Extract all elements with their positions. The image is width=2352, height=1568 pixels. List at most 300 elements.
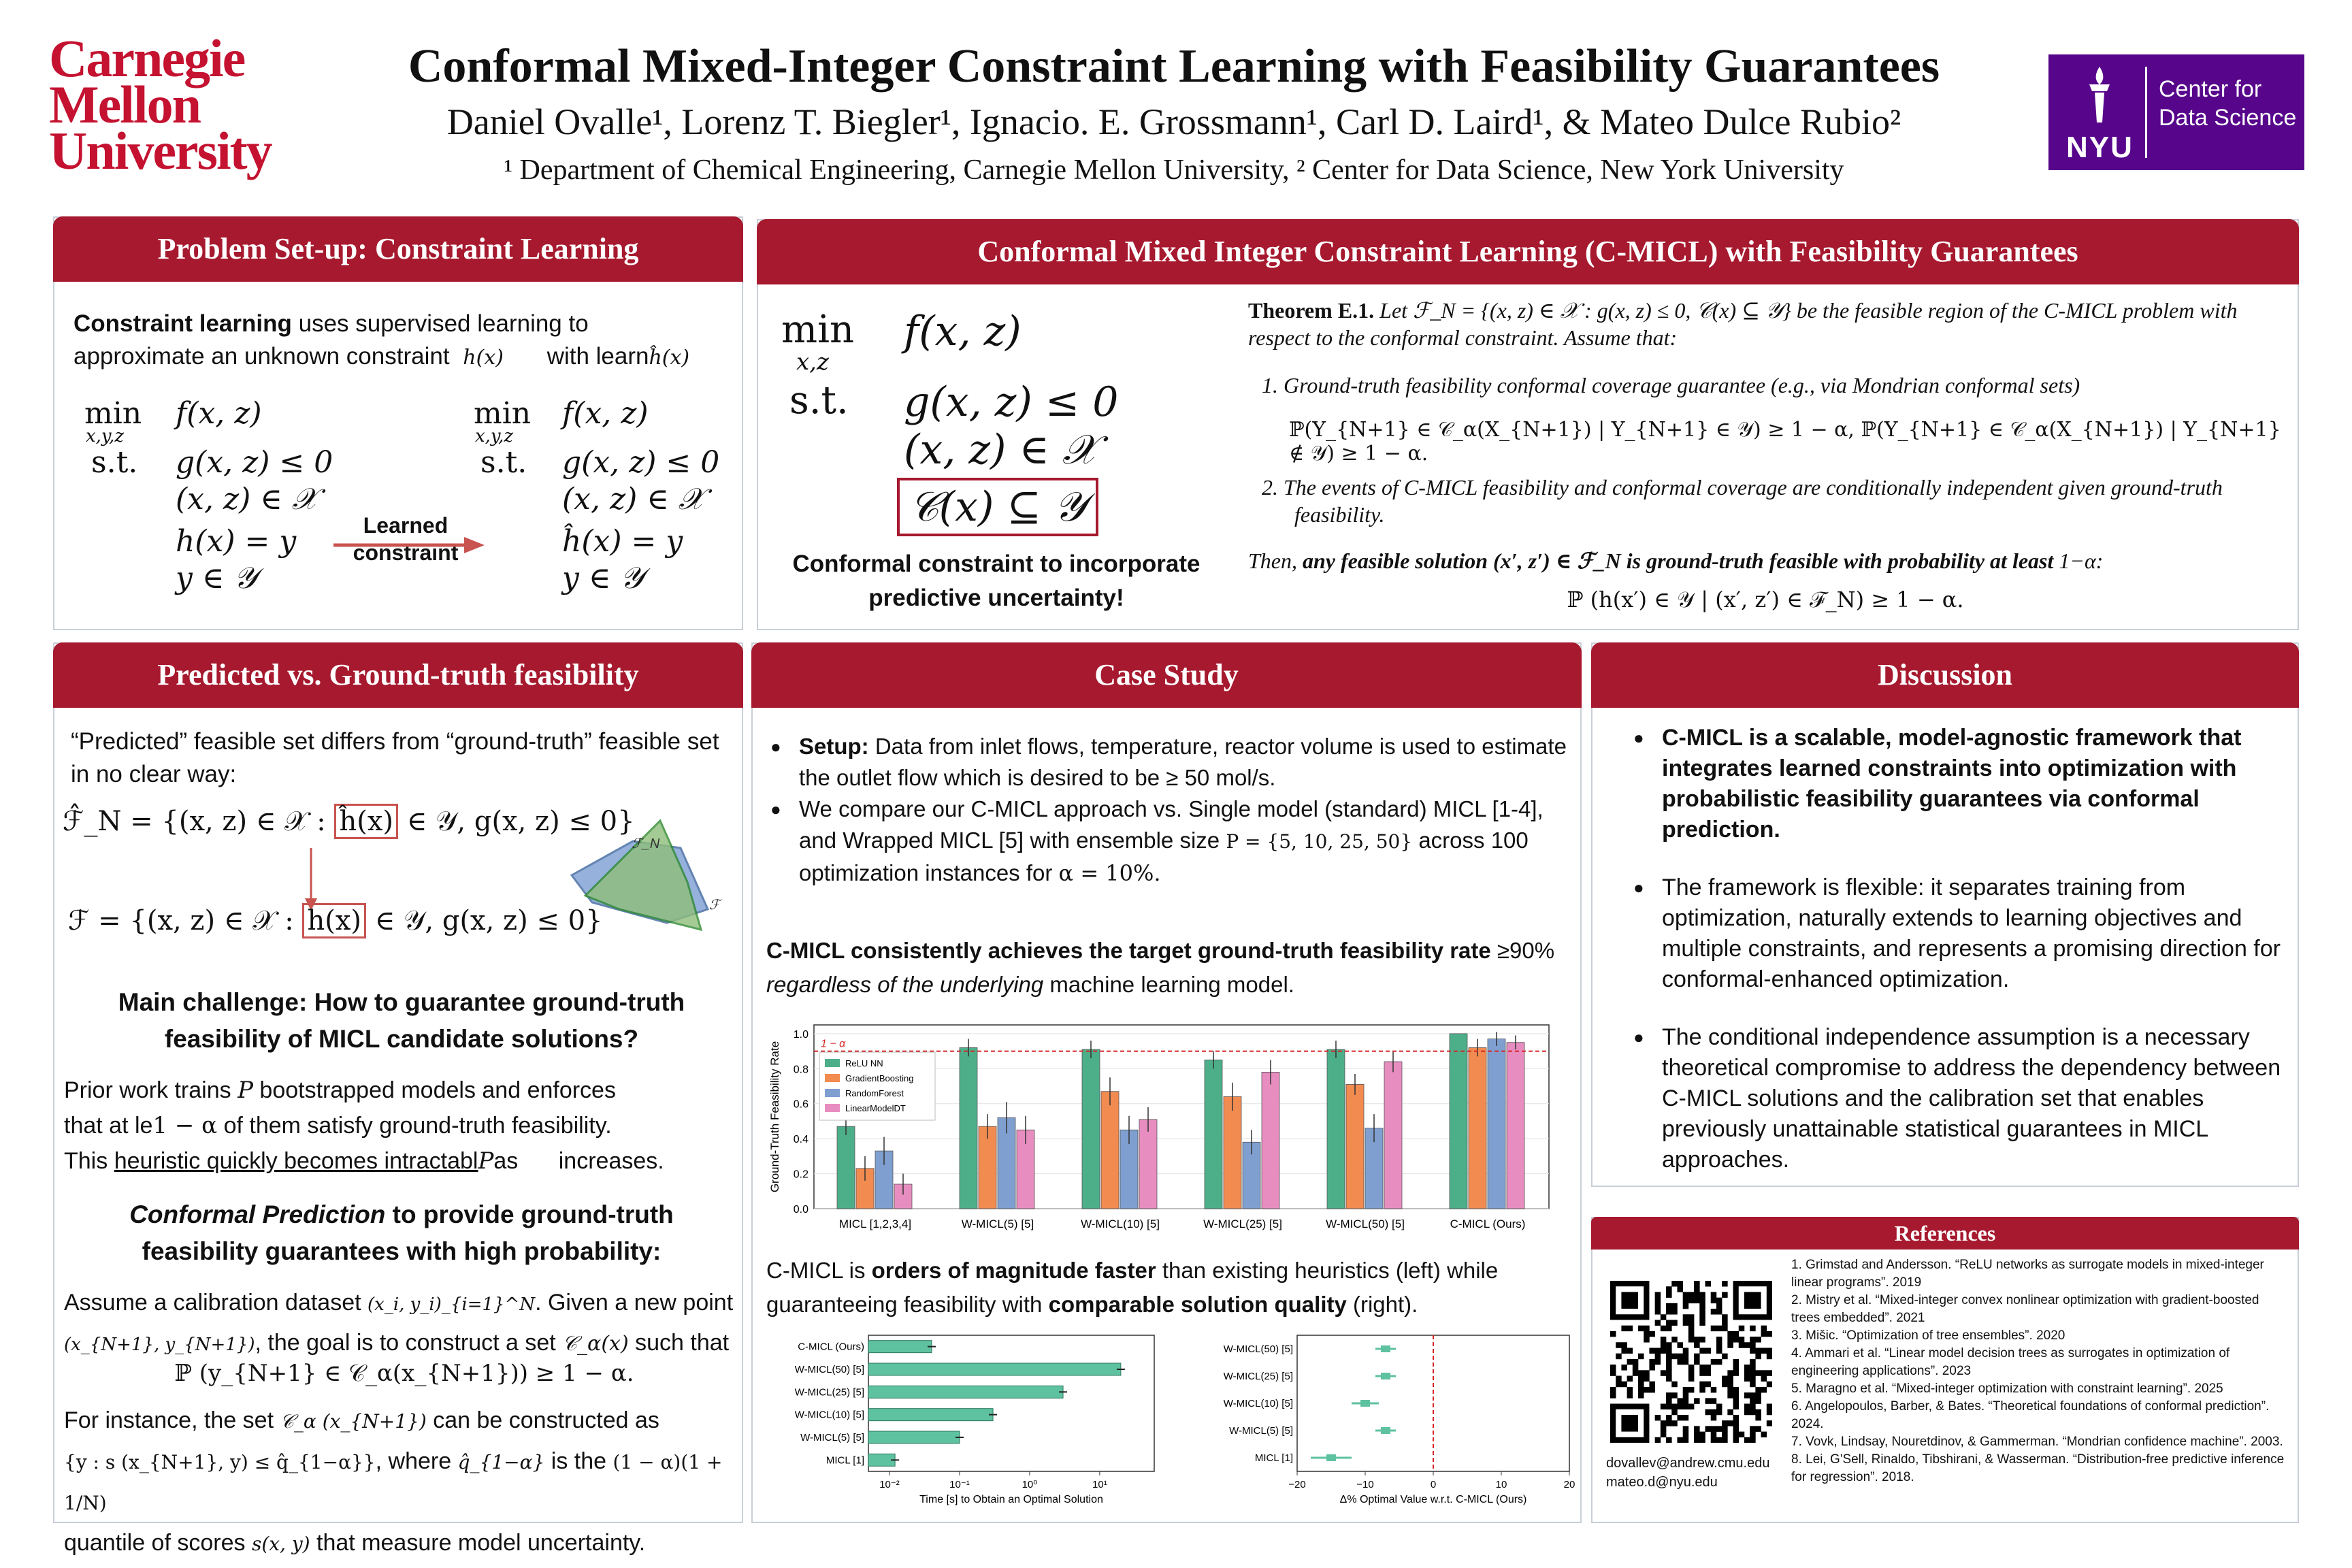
inst-text: that measure model uncertainty. [316,1530,646,1556]
qr-module [1616,1376,1622,1382]
qr-module [1671,1392,1678,1399]
qr-module [1633,1359,1639,1365]
bar [1101,1092,1119,1209]
nyu-logo [2048,54,2304,170]
qr-module [1727,1331,1733,1337]
qr-module [1661,1314,1667,1320]
qr-module [1761,1370,1767,1376]
poster-title: Conformal Mixed-Integer Constraint Learning with Feasibility Guarantees [408,40,1940,93]
y-tick-label: MICL [1] [826,1454,864,1467]
qr-module [1733,1432,1740,1438]
x-axis-label: Time [s] to Obtain an Optimal Solution [919,1494,1103,1505]
plot-frame [868,1335,1154,1471]
speed-text: C-MICL is [766,1258,872,1283]
setup-intro-text: uses supervised learning to [291,310,589,337]
qr-module [1649,1348,1655,1354]
math-ensemble-set: P = {5, 10, 25, 50} [1226,830,1413,853]
qr-module [1767,1348,1772,1354]
claim-italic: regardless of the underlying [766,972,1044,997]
qr-module [1727,1387,1733,1393]
right-constraint: (x, z) ∈ 𝒳 [562,482,704,517]
qr-module [1671,1420,1678,1426]
bullet-text: We compare our C-MICL approach vs. Single model (standard) MICL [1-4], and Wrapped MICL [5] with ensemble size [799,796,1544,853]
qr-module [1744,1365,1750,1371]
right-constraint: ĥ(x) = y [562,524,683,559]
legend-swatch [825,1059,840,1067]
x-tick-label: 10¹ [1092,1479,1107,1490]
qr-module [1767,1370,1772,1376]
bullet-text: across 100 optimization instances for [799,828,1529,885]
qr-module [1683,1437,1689,1443]
cmu-logo-line: Carnegie [49,29,245,88]
qr-module [1627,1392,1633,1399]
nyu-wordmark: NYU [2066,131,2134,164]
qr-module [1683,1415,1689,1421]
qr-module [1716,1309,1722,1315]
y-tick-label: W-MICL(10) [5] [1223,1398,1293,1409]
qr-module [1610,1331,1616,1337]
qr-module [1761,1387,1767,1393]
bar [1082,1049,1100,1209]
qr-module [1716,1298,1722,1304]
qr-finder [1621,1415,1638,1432]
qr-module [1716,1326,1722,1332]
qr-module [1750,1382,1756,1388]
cds-line: Center for [2159,76,2262,102]
nyu-divider [2145,67,2147,158]
x-tick-label: 10⁻¹ [949,1479,970,1490]
qr-module [1661,1420,1667,1426]
reference-item: 2. Mistry et al. “Mixed-integer convex nonlinear optimization with gradient-boosted trees embedded”. 2021 [1791,1293,2259,1325]
x-tick-label: MICL [1,2,3,4] [838,1218,912,1230]
qr-module [1671,1320,1678,1326]
qr-module [1666,1392,1672,1399]
cp-heading-text: to provide ground-truth feasibility guarantees with high probability: [142,1200,674,1265]
bar [868,1409,993,1421]
qr-module [1755,1370,1761,1376]
bar [868,1341,932,1353]
qr-module [1761,1376,1767,1382]
legend-entry: ReLU NN [845,1058,883,1068]
qr-module [1683,1354,1689,1360]
qr-module [1722,1437,1728,1443]
y-tick-label: W-MICL(5) [5] [800,1432,864,1443]
main-challenge: Main challenge: How to guarantee ground-truth feasibility of MICL candidate solutions? [118,988,685,1053]
qr-module [1716,1303,1722,1309]
panel-predicted-vs-ground-truth [53,642,743,1556]
qr-module [1699,1348,1705,1354]
affiliations: ¹ Department of Chemical Engineering, Carnegie Mellon University, ² Center for Data Science, New York University [504,154,1844,186]
left-constraint: g(x, z) ≤ 0 [176,445,333,480]
qr-module [1655,1298,1661,1304]
qr-module [1683,1359,1689,1365]
reference-item: 8. Lei, G'Sell, Rinaldo, Tibshirani, & Wasserman. “Distribution-free predictive inference for regression”. 2018. [1791,1452,2285,1484]
y-axis-label: Ground-Truth Feasibility Rate [768,1041,781,1193]
qr-module [1761,1432,1767,1438]
qr-module [1699,1337,1705,1343]
panel-title: References [1591,1217,2299,1250]
conclusion-bold: any feasible solution (x′, z′) ∈ ℱ_N is ground-truth feasible with probability at least [1303,549,2054,573]
prior-work-text [64,1073,745,1179]
qr-module [1711,1387,1717,1393]
qr-module [1677,1354,1683,1360]
qr-module [1621,1365,1627,1371]
qr-module [1644,1326,1650,1332]
email-link[interactable]: dovallev@andrew.cmu.edu [1606,1456,1770,1471]
y-tick-label: W-MICL(25) [5] [1223,1371,1293,1382]
left-min: min [84,396,142,431]
qr-module [1761,1331,1767,1337]
cmu-logo-line: University [49,121,272,180]
panel-title: Predicted vs. Ground-truth feasibility [53,642,743,708]
eq-boxed-term: h(x) [302,903,366,938]
qr-module [1666,1437,1672,1443]
cmicl-st: s.t. [789,378,849,423]
qr-module [1688,1376,1695,1382]
calibration-text [64,1284,745,1364]
bullet-item: ● C-MICL is a scalable, model-agnostic framework that integrates learned constraints into optimization with probabilistic feasibility guarantees via conformal prediction. [1633,723,2287,845]
theorem-label: Theorem E.1. [1248,298,1375,323]
qr-module [1683,1292,1689,1298]
claim-rate: ≥90% [1490,938,1555,963]
qr-module [1638,1387,1644,1393]
x-tick-label: W-MICL(10) [5] [1081,1218,1160,1230]
qr-module [1661,1404,1667,1410]
right-constraint: y ∈ 𝒴 [562,561,644,595]
math-quantile-level: (1 − α)(1 + 1/N) [64,1451,723,1514]
qr-module [1705,1365,1712,1371]
qr-module [1694,1337,1700,1343]
qr-module [1616,1342,1622,1348]
qr-module [1621,1342,1627,1348]
eq-boxed-term: ĥ(x) [334,804,398,839]
qr-module [1655,1359,1661,1365]
math-conformal-set: 𝒞_α (x_{N+1}) [280,1410,427,1433]
qr-module [1627,1326,1633,1332]
qr-module [1649,1331,1655,1337]
arrow-label: Learned constraint [353,513,459,565]
qr-module [1666,1348,1672,1354]
x-tick-label: C-MICL (Ours) [1450,1218,1526,1230]
qr-module [1727,1370,1733,1376]
qr-module [1638,1382,1644,1388]
qr-module [1666,1420,1672,1426]
qr-module [1661,1432,1667,1438]
legend-swatch [825,1074,840,1082]
qr-module [1767,1382,1772,1388]
bar [1139,1120,1157,1209]
qr-module [1755,1409,1761,1416]
bar [960,1047,977,1209]
prior-text: This [64,1148,114,1174]
bullet-bold: Setup: [799,734,869,759]
left-constraint: h(x) = y [176,524,297,559]
math-conformal-set: 𝒞_α(x) [562,1332,629,1356]
panel-references [1591,1217,2299,1523]
assumption-1: 1. Ground-truth feasibility conformal coverage guarantee (e.g., via Mondrian conformal sets) [1262,373,2080,397]
assumption-1-equation: ℙ(Y_{N+1} ∈ 𝒞_α(X_{N+1}) | Y_{N+1} ∈ 𝒴) ≥ 1 − α, ℙ(Y_{N+1} ∈ 𝒞_α(X_{N+1}) | Y_{N+1} ∉ 𝒴) ≥ 1 − α. [1289,418,2281,466]
reference-item: 3. Mišic. “Optimization of tree ensembles”. 2020 [1791,1328,2065,1343]
panel-title: Discussion [1591,642,2299,708]
qr-module [1621,1326,1627,1332]
math-h: h(x) [463,346,504,370]
cds-wordmark [2159,75,2296,132]
qr-module [1733,1370,1740,1376]
qr-module [1755,1387,1761,1393]
qr-module [1649,1359,1655,1365]
right-objective: f(x, z) [562,396,649,431]
qr-finder [1621,1292,1638,1309]
qr-module [1716,1437,1722,1443]
y-tick-label: C-MICL (Ours) [798,1341,864,1353]
qr-module [1683,1387,1689,1393]
qr-module [1610,1370,1616,1376]
legend-entry: GradientBoosting [845,1073,914,1083]
qr-module [1694,1342,1700,1348]
bar [868,1363,1121,1375]
x-axis-label: Δ% Optimal Value w.r.t. C-MICL (Ours) [1339,1494,1527,1505]
qr-module [1722,1420,1728,1426]
qr-module [1705,1426,1712,1432]
qr-module [1705,1281,1712,1287]
bullet-item: ● The conditional independence assumption is a necessary theoretical compromise to address the dependency between C-MICL solutions and the calibration set that enables previously unattainable statistical guarantees in MICL approaches. [1633,1022,2287,1175]
qr-module [1699,1437,1705,1443]
conclusion-text: Then, [1248,549,1303,573]
x-tick-label: 0 [1430,1479,1437,1490]
qr-module [1705,1370,1712,1376]
inst-text: , where [375,1448,452,1474]
bar [868,1386,1063,1398]
qr-module [1711,1432,1717,1438]
qr-module [1733,1420,1740,1426]
data-point [1360,1400,1370,1407]
bullet-item [770,731,1573,794]
qr-module [1677,1342,1683,1348]
bar [1450,1034,1467,1209]
qr-module [1699,1382,1705,1388]
bar [1346,1084,1364,1209]
qr-module [1699,1314,1705,1320]
threshold-label: 1 − α [821,1038,846,1050]
qr-module [1683,1426,1689,1432]
qr-module [1711,1437,1717,1443]
qr-module [1610,1365,1616,1371]
qr-module [1750,1426,1756,1432]
qr-module [1699,1370,1705,1376]
speed-claim [766,1254,1576,1322]
qr-module [1627,1359,1633,1365]
y-tick-label: W-MICL(5) [5] [1229,1425,1293,1437]
reference-item: 1. Grimstad and Andersson. “ReLU networks as surrogate models in mixed-integer linear programs”. 2019 [1791,1258,2264,1290]
qr-module [1671,1281,1678,1287]
qr-module [1733,1365,1740,1371]
qr-module [1733,1387,1740,1393]
reference-item: 5. Maragno et al. “Mixed-integer optimization with constraint learning”. 2025 [1791,1382,2223,1396]
qr-module [1694,1286,1700,1292]
claim-bold: C-MICL consistently achieves the target ground-truth feasibility rate [766,938,1491,963]
y-tick-label: 0.4 [793,1134,808,1146]
qr-module [1655,1415,1661,1421]
y-tick-label: 0.8 [793,1064,808,1076]
qr-module [1677,1415,1683,1421]
email-link[interactable]: mateo.d@nyu.edu [1606,1475,1718,1490]
bar [868,1431,960,1443]
bullet-text: Data from inlet flows, temperature, reactor volume is used to estimate the outlet flow which is desired to be ≥ 50 mol/s. [799,734,1567,790]
qr-module [1666,1309,1672,1315]
qr-module [1694,1437,1700,1443]
qr-module [1755,1348,1761,1354]
bullet-item: ● The framework is flexible: it separates training from optimization, naturally extends to learning objectives and multiple constraints, and represents a promising direction for conformal-enhanced optimization. [1633,872,2287,995]
prior-text: Prior work trains [64,1077,231,1103]
prior-text: bootstrapped models and enforces [259,1077,616,1103]
qr-module [1733,1331,1740,1337]
qr-module [1671,1354,1678,1360]
math-new-point: (x_{N+1}, y_{N+1}) [64,1335,255,1355]
y-tick-label: 0.6 [793,1098,808,1111]
x-tick-label: −20 [1288,1479,1306,1490]
qr-module [1722,1426,1728,1432]
qr-module [1683,1398,1689,1404]
qr-module [1688,1365,1695,1371]
qr-module [1638,1376,1644,1382]
qr-module [1633,1370,1639,1376]
qr-module [1661,1342,1667,1348]
qr-module [1733,1437,1740,1443]
qr-module [1694,1354,1700,1360]
qr-module [1649,1387,1655,1393]
qr-module [1722,1432,1728,1438]
assumption-2: 2. The events of C-MICL feasibility and conformal coverage are conditionally independent given ground-truth feasibility. [1262,475,2223,527]
qr-module [1666,1292,1672,1298]
qr-module [1727,1420,1733,1426]
qr-module [1699,1432,1705,1438]
math-P: P [478,1147,494,1175]
qr-module [1683,1348,1689,1354]
left-st: s.t. [91,445,138,480]
legend-entry: RandomForest [845,1088,904,1098]
x-tick-label: −10 [1356,1479,1374,1490]
math-calibration-data: (x_i, y_i)_{i=1}^N [368,1294,536,1315]
bar [979,1126,996,1209]
theorem-text: Let ℱ_N = {(x, z) ∈ 𝒳 : g(x, z) ≤ 0, 𝒞(x) ⊆ 𝒴} be the feasible region of the C-MICL problem with respect to the conformal constraint. Assume that: [1248,298,2238,350]
qr-module [1666,1370,1672,1376]
x-tick-label: W-MICL(5) [5] [961,1218,1034,1230]
qr-module [1638,1370,1644,1376]
qr-module [1671,1409,1678,1416]
panel-problem-setup [53,216,743,630]
qr-code-icon[interactable] [1610,1281,1772,1443]
qr-module [1733,1398,1740,1404]
qr-module [1683,1298,1689,1304]
qr-module [1705,1348,1712,1354]
qr-module [1666,1365,1672,1371]
conclusion-text: 1−α: [2053,549,2104,573]
qr-module [1716,1342,1722,1348]
panel-title: Problem Set-up: Constraint Learning [53,216,743,282]
data-point [1381,1373,1390,1379]
label-f: ℱ [709,898,720,913]
data-point [1381,1427,1390,1434]
qr-module [1711,1298,1717,1304]
qr-module [1616,1382,1622,1388]
cmicl-objective: f(x, z) [904,308,1022,355]
qr-module [1661,1326,1667,1332]
legend [819,1052,935,1120]
cmicl-min-sub: x,z [796,348,829,376]
qr-module [1711,1292,1717,1298]
qr-module [1666,1398,1672,1404]
bar [1384,1062,1402,1209]
qr-module [1688,1314,1695,1320]
qr-module [1767,1404,1772,1410]
qr-module [1655,1292,1661,1298]
left-min-sub: x,y,z [86,426,125,446]
data-point [1326,1454,1336,1461]
math-set-formula: {y : s (x_{N+1}, y) ≤ q̂_{1−α}} [64,1451,376,1473]
qr-module [1750,1370,1756,1376]
eq-text: ℱ = {(x, z) ∈ 𝒳 : [68,905,294,936]
qr-module [1610,1392,1616,1399]
y-tick-label: W-MICL(10) [5] [794,1409,864,1421]
qr-module [1666,1404,1672,1410]
qr-module [1750,1365,1756,1371]
x-tick-label: W-MICL(50) [5] [1326,1218,1405,1230]
calib-text: Assume a calibration dataset [64,1290,361,1316]
qr-module [1649,1365,1655,1371]
qr-module [1711,1409,1717,1416]
qr-module [1744,1404,1750,1410]
qr-module [1739,1432,1745,1438]
cmicl-conformal-constraint: 𝒞(x) ⊆ 𝒴 [897,478,1098,536]
left-constraint: y ∈ 𝒴 [176,561,257,595]
qr-module [1705,1382,1712,1388]
qr-module [1671,1337,1678,1343]
qr-module [1744,1392,1750,1399]
qr-module [1750,1376,1756,1382]
qr-module [1705,1409,1712,1416]
qr-module [1666,1320,1672,1326]
qr-module [1733,1404,1740,1410]
qr-module [1655,1303,1661,1309]
qr-module [1722,1382,1728,1388]
qr-module [1694,1426,1700,1432]
cmu-logo [49,29,294,180]
reference-list [1791,1256,2288,1486]
inst-text: is the [551,1448,607,1474]
eq-text: ∈ 𝒴, g(x, z) ≤ 0} [406,806,635,837]
qr-finder [1744,1292,1761,1309]
qr-module [1755,1337,1761,1343]
qr-module [1627,1387,1633,1393]
qr-module [1750,1326,1756,1332]
qr-module [1750,1392,1756,1399]
torch-icon [2069,64,2130,125]
cmu-logo-line: Mellon [49,75,200,134]
qr-module [1633,1365,1639,1371]
bar [1224,1096,1241,1209]
qr-module [1739,1326,1745,1332]
theorem-conclusion [1248,547,2283,574]
qr-module [1750,1348,1756,1354]
eq-text: ℱ̂_N = {(x, z) ∈ 𝒳 : [63,806,326,837]
qr-module [1716,1404,1722,1410]
right-min: min [474,396,532,431]
x-tick-label: 10⁰ [1022,1479,1038,1490]
bar [1327,1049,1345,1209]
feasibility-bar-chart [766,1011,1569,1250]
delta-scatter-chart [1181,1330,1583,1520]
qr-module [1677,1359,1683,1365]
